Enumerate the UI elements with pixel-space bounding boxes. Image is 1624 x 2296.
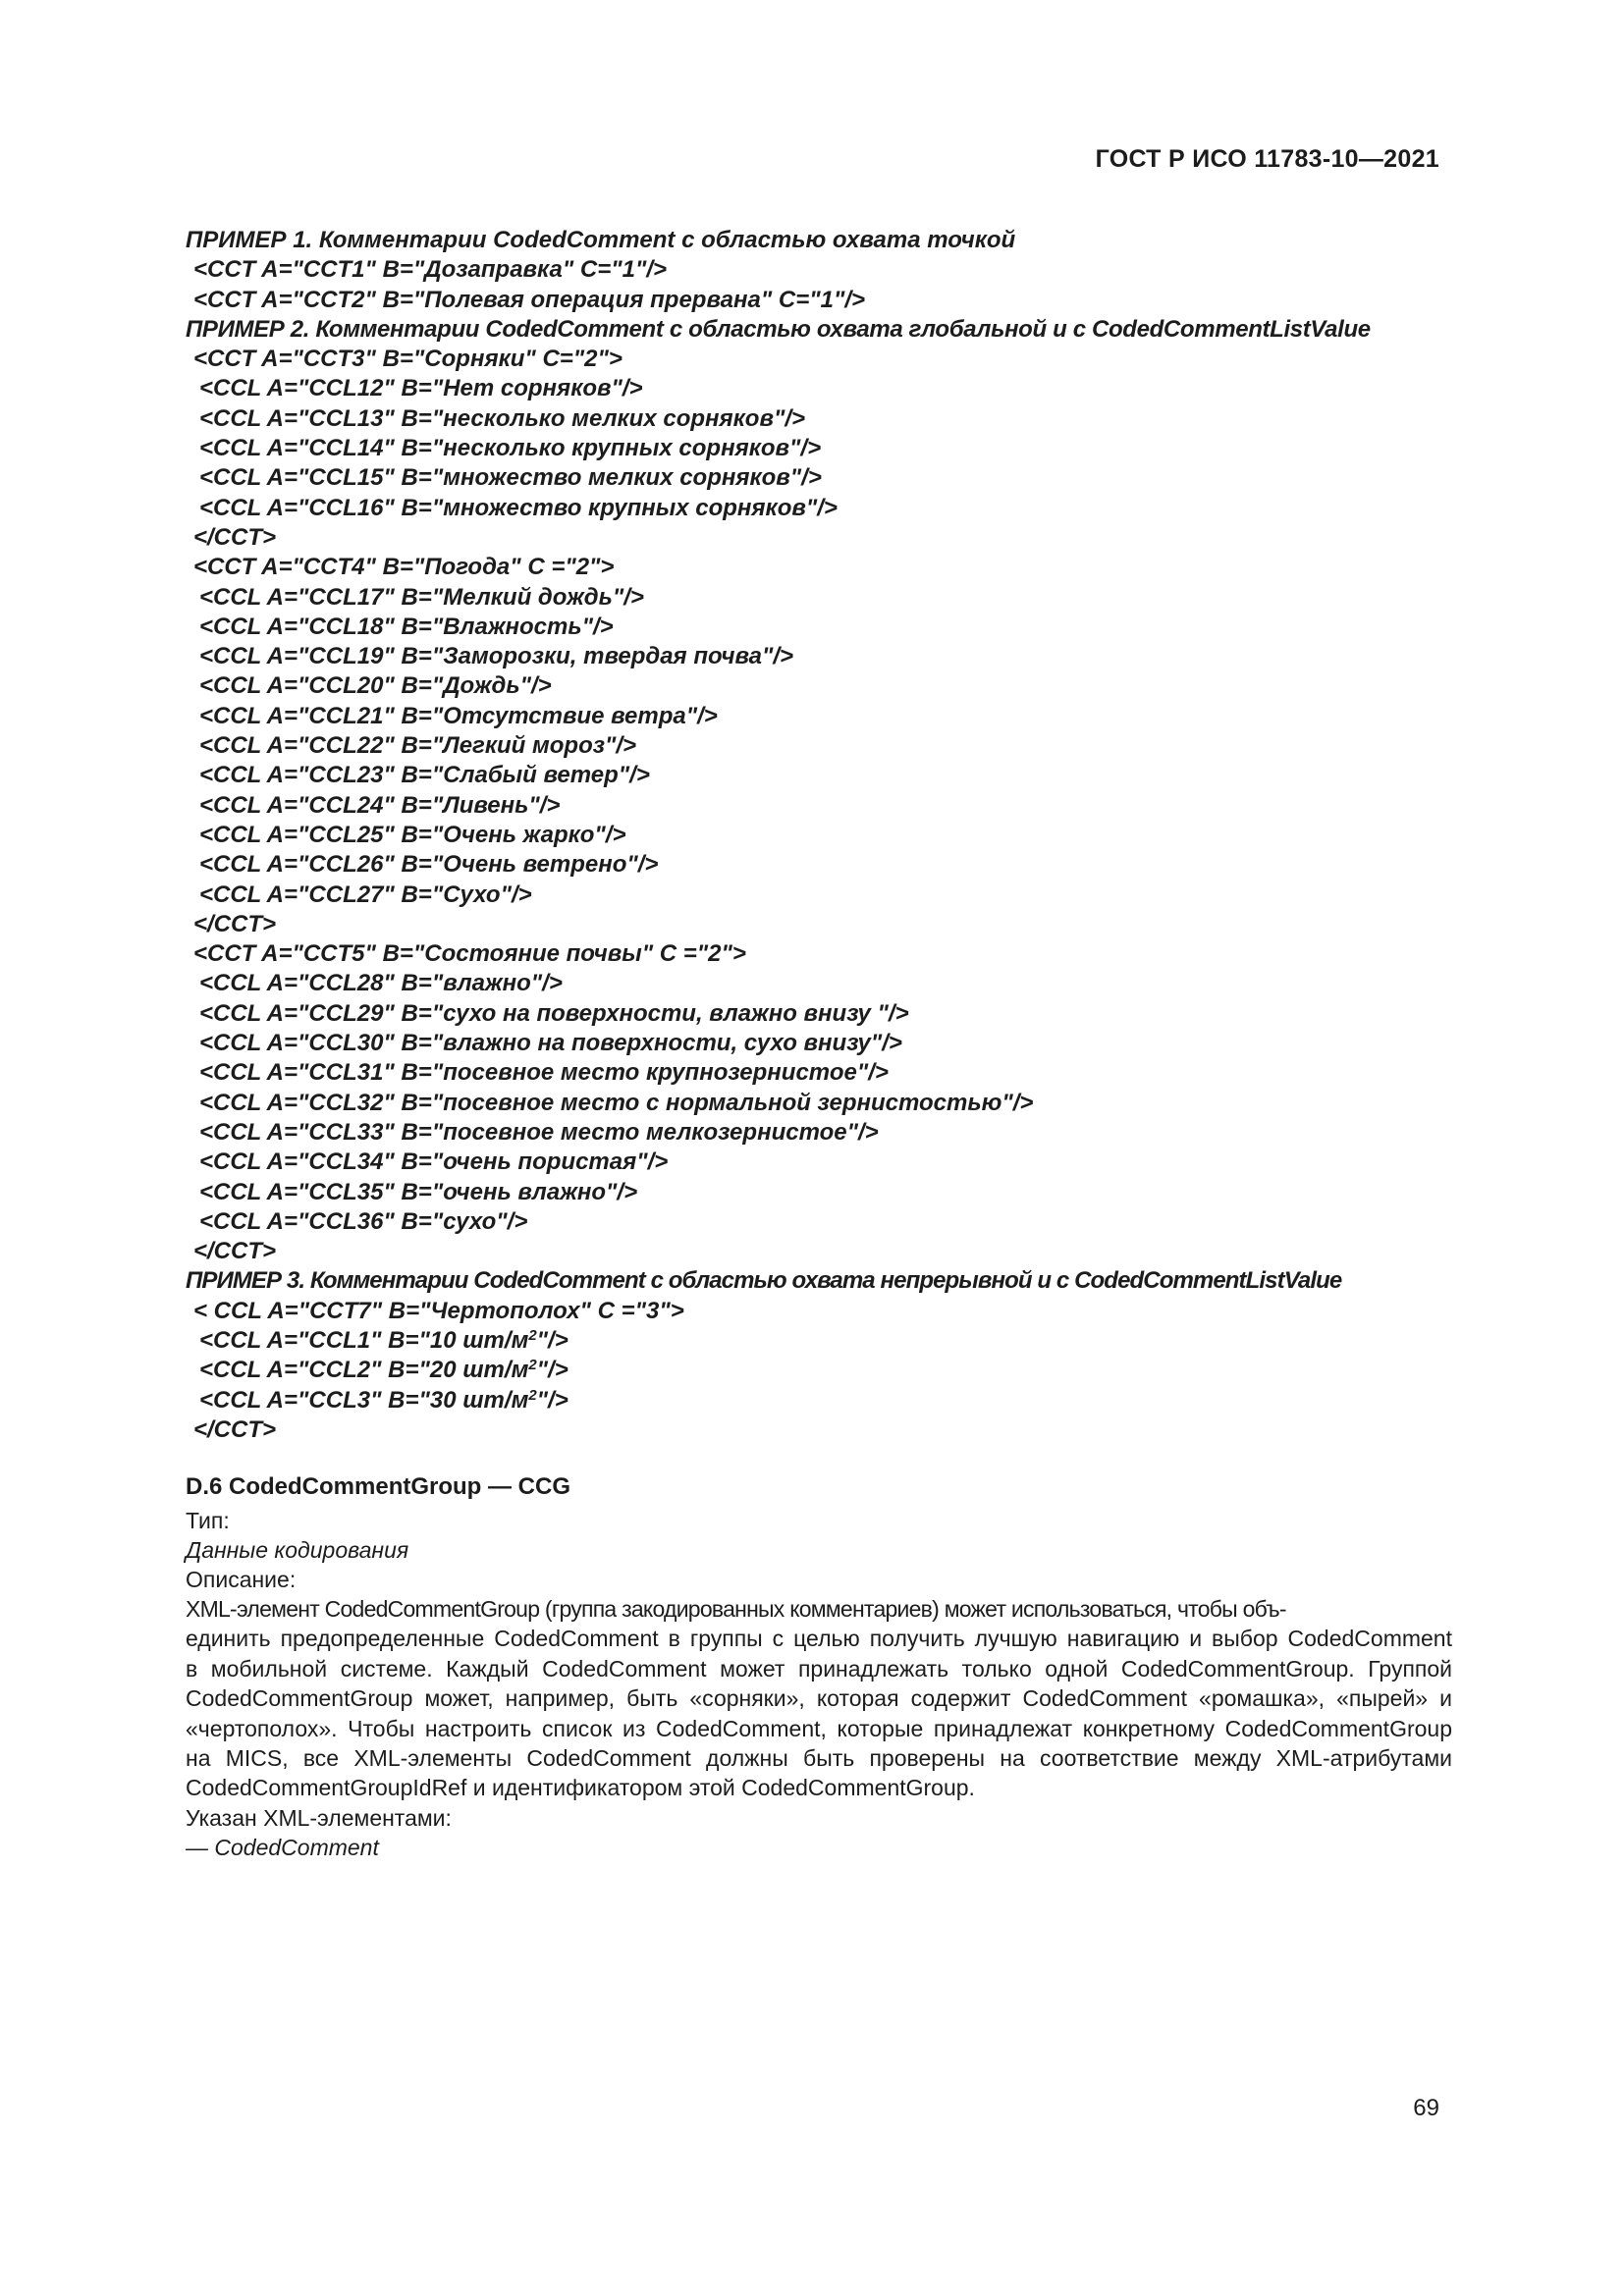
xml-line-text: <CCL A="CCL1" B="10 шт/м xyxy=(199,1326,529,1354)
example-title: ПРИМЕР 2. Комментарии CodedComment с областью охвата глобальной и с CodedCommentListValue xyxy=(186,315,1371,343)
xml-line: <CCL A="CCL22" B="Легкий мороз"/> xyxy=(199,732,637,760)
xml-line: <CCL A="CCL19" B="Заморозки, твердая почва"/> xyxy=(199,643,794,670)
xml-line-text: <CCL A="CCL2" B="20 шт/м xyxy=(199,1357,529,1384)
xml-line: </CCT> xyxy=(193,910,277,937)
xml-line: <CCT A="CCT1" B="Дозаправка" C="1"/> xyxy=(193,256,668,284)
xml-line-text: <CCL A="CCL3" B="30 шт/м xyxy=(199,1386,529,1414)
xml-line: <CCL A="CCL26" B="Очень ветрено"/> xyxy=(199,851,659,879)
examples-block xyxy=(186,226,1452,1445)
xml-line: <CCL A="CCL17" B="Мелкий дождь"/> xyxy=(199,583,644,611)
superscript: 2 xyxy=(528,1326,537,1344)
superscript: 2 xyxy=(528,1386,537,1404)
xml-line: <CCL A="CCL13" B="несколько мелких сорняков"/> xyxy=(199,404,806,432)
xml-line: <CCL A="CCL18" B="Влажность"/> xyxy=(199,613,614,640)
xml-line: </CCT> xyxy=(193,523,277,551)
xml-line xyxy=(186,1356,1452,1385)
xml-line: <CCT A="CCT3" B="Сорняки" C="2"> xyxy=(193,346,623,373)
xml-line: <CCL A="CCL15" B="множество мелких сорняков"/> xyxy=(199,464,822,492)
xml-line: <CCL A="CCL28" B="влажно"/> xyxy=(199,970,563,997)
description-line: «чертополох». Чтобы настроить список из CodedComment, которые принадлежат конкретному CodedCommentGroup xyxy=(186,1715,1452,1741)
description-line: единить предопределенные CodedComment в группы с целью получить лучшую навигацию и выбор CodedComment xyxy=(186,1626,1452,1652)
xml-line: <CCT A="CCT5" B="Состояние почвы" C ="2"> xyxy=(193,940,746,968)
xml-line: <CCL A="CCL24" B="Ливень"/> xyxy=(199,791,561,819)
referenced-item: — CodedComment xyxy=(186,1834,379,1860)
xml-line: <CCT A="CCT4" B="Погода" C ="2"> xyxy=(193,554,615,581)
xml-line xyxy=(186,1386,1452,1415)
type-label: Тип: xyxy=(186,1508,230,1533)
section-d6 xyxy=(186,1472,1452,1862)
xml-line: <CCL A="CCL21" B="Отсутствие ветра"/> xyxy=(199,702,718,729)
xml-line xyxy=(186,1326,1452,1356)
xml-line: <CCL A="CCL31" B="посевное место крупнозернистое"/> xyxy=(199,1059,889,1087)
xml-line-text: "/> xyxy=(536,1357,568,1384)
xml-line: <CCL A="CCL36" B="сухо"/> xyxy=(199,1207,528,1235)
xml-line: </CCT> xyxy=(193,1238,277,1265)
xml-line: <CCL A="CCL35" B="очень влажно"/> xyxy=(199,1178,638,1205)
type-value: Данные кодирования xyxy=(186,1537,409,1563)
xml-line: <CCT A="CCT2" B="Полевая операция прервана" C="1"/> xyxy=(193,286,866,313)
xml-line: <CCL A="CCL14" B="несколько крупных сорняков"/> xyxy=(199,435,822,462)
xml-line: <CCL A="CCL29" B="сухо на поверхности, влажно внизу "/> xyxy=(199,999,909,1027)
xml-line: </CCT> xyxy=(193,1415,277,1443)
xml-line: <CCL A="CCL32" B="посевное место с нормальной зернистостью"/> xyxy=(199,1089,1034,1116)
xml-line: <CCL A="CCL33" B="посевное место мелкозернистое"/> xyxy=(199,1118,879,1146)
example-title: ПРИМЕР 3. Комментарии CodedComment с областью охвата непрерывной и с CodedCommentListValue xyxy=(186,1267,1342,1295)
description-line: на MICS, все XML-элементы CodedComment должны быть проверены на соответствие между XML-атрибутами xyxy=(186,1744,1452,1771)
referenced-label: Указан XML-элементами: xyxy=(186,1804,452,1831)
description-line: XML-элемент CodedCommentGroup (группа закодированных комментариев) может использоваться, чтобы объ- xyxy=(186,1596,1286,1622)
section-title: D.6 CodedCommentGroup — CCG xyxy=(186,1473,571,1500)
xml-line-text: "/> xyxy=(536,1386,568,1414)
xml-line: < CCL A="CCT7" B="Чертополох" C ="3"> xyxy=(193,1297,684,1324)
xml-line: <CCL A="CCL23" B="Слабый ветер"/> xyxy=(199,762,650,789)
superscript: 2 xyxy=(528,1357,537,1374)
description-line: CodedCommentGroupIdRef и идентификатором этой CodedCommentGroup. xyxy=(186,1775,975,1801)
xml-line-text: "/> xyxy=(536,1326,568,1354)
example-title: ПРИМЕР 1. Комментарии CodedComment с областью охвата точкой xyxy=(186,227,1016,253)
standard-header: ГОСТ Р ИСО 11783-10—2021 xyxy=(1095,145,1439,173)
xml-line: <CCL A="CCL30" B="влажно на поверхности, сухо внизу"/> xyxy=(199,1030,902,1057)
xml-line: <CCL A="CCL25" B="Очень жарко"/> xyxy=(199,821,626,848)
xml-line: <CCL A="CCL16" B="множество крупных сорняков"/> xyxy=(199,494,838,521)
xml-line: <CCL A="CCL20" B="Дождь"/> xyxy=(199,672,552,700)
xml-line: <CCL A="CCL12" B="Нет сорняков"/> xyxy=(199,375,643,402)
description-line: CodedCommentGroup может, например, быть «сорняки», которая содержит CodedComment «ромашка», «пырей» и xyxy=(186,1685,1452,1712)
description-line: в мобильной системе. Каждый CodedComment может принадлежать только одной CodedCommentGroup. Группой xyxy=(186,1655,1452,1682)
description-paragraph xyxy=(186,1594,1452,1803)
xml-line: <CCL A="CCL27" B="Сухо"/> xyxy=(199,881,532,908)
xml-line: <CCL A="CCL34" B="очень пористая"/> xyxy=(199,1148,669,1176)
description-label: Описание: xyxy=(186,1567,297,1592)
page-number: 69 xyxy=(1413,2095,1439,2121)
